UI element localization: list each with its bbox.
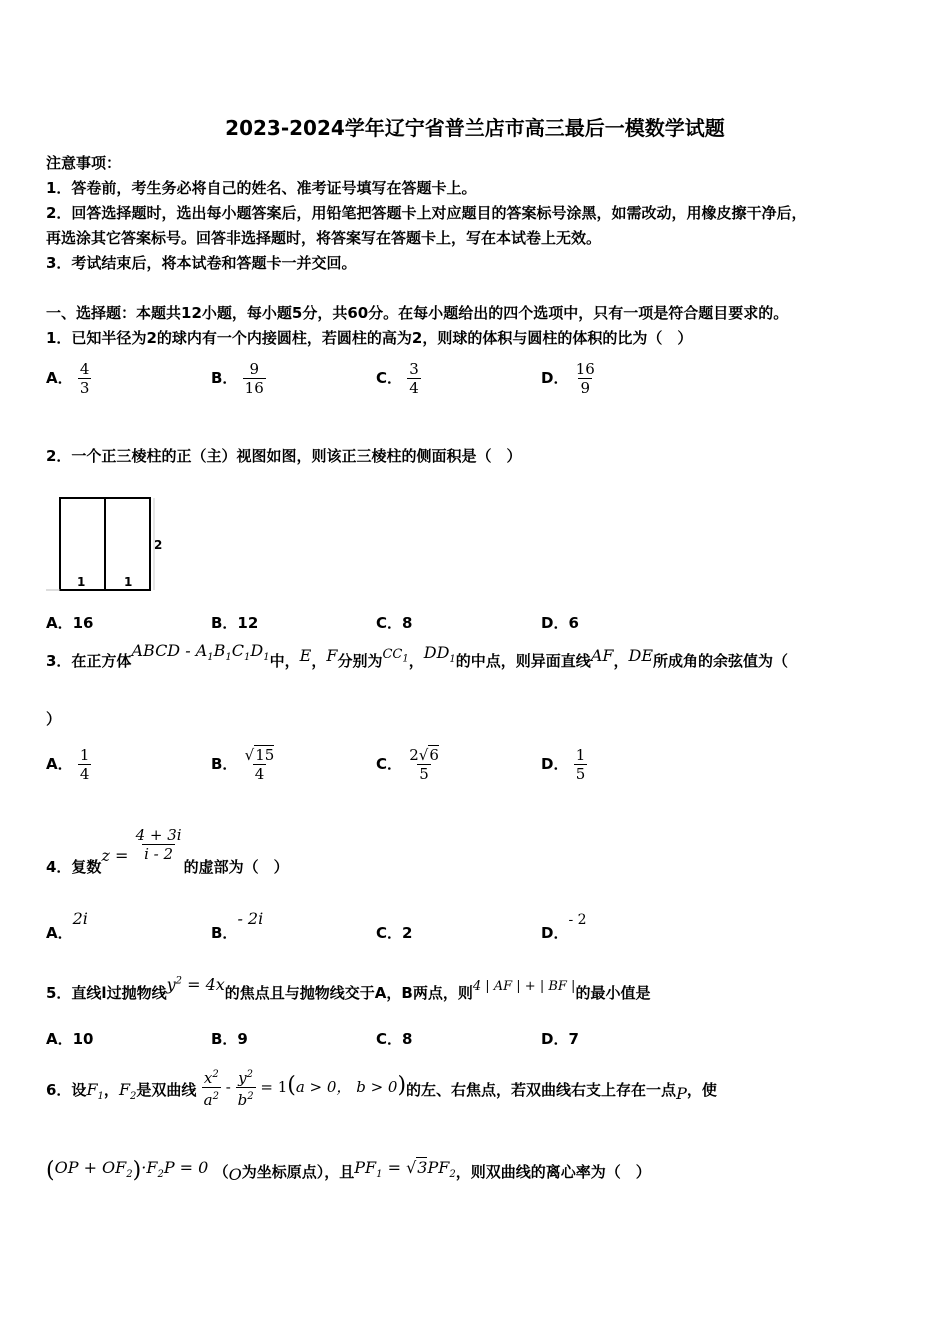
math: - 2i: [237, 909, 264, 928]
denominator: a: [203, 1091, 213, 1109]
section-heading: 一、选择题：本题共12小题，每小题5分，共60分。在每小题给出的四个选项中，只有一项是符合题目要求的。: [46, 304, 789, 322]
question-1-option-a[interactable]: [46, 360, 91, 397]
coefficient: 2: [409, 746, 419, 764]
option-label: A．: [46, 755, 73, 773]
question-5-stem: [46, 975, 651, 1003]
subscript: 1: [449, 654, 456, 666]
option-label: A．: [46, 369, 73, 387]
question-1-stem: 1．已知半径为2的球内有一个内接圆柱，若圆柱的高为2，则球的体积与圆柱的体积的比为（ ）: [46, 329, 693, 347]
denominator: 4: [409, 379, 419, 397]
fraction: [243, 360, 266, 397]
question-2-option-c[interactable]: C．8: [376, 614, 413, 632]
stem-text: 5．直线l过抛物线: [46, 984, 167, 1002]
question-6-stem-cont: $(OP + OF_2)\cdot F_2P = 0$ （O为坐标原点），且$PF_1 = √3PF_2$，则双曲线的离心率为（ ）: [46, 1158, 651, 1184]
numerator: 1: [575, 746, 586, 764]
fraction: [407, 360, 421, 397]
stem-text: ，: [103, 1081, 119, 1099]
numerator: 3: [409, 360, 419, 378]
math-f: F: [326, 646, 338, 665]
denominator: i - 2: [144, 845, 174, 863]
notice-heading: 注意事项：: [46, 154, 122, 172]
math: 2i: [72, 909, 88, 928]
option-label: B．: [211, 369, 238, 387]
question-5-option-c[interactable]: C．8: [376, 1030, 413, 1048]
math-af: AF: [590, 646, 614, 665]
numerator: x: [203, 1069, 213, 1087]
math: - 2: [568, 912, 587, 928]
question-2-option-d[interactable]: D．6: [541, 614, 579, 632]
fraction: [202, 1066, 221, 1109]
option-label: D．: [541, 924, 569, 942]
stem-text: ，则双曲线的离心率为（ ）: [455, 1163, 651, 1181]
question-4-stem: [46, 826, 289, 876]
question-3-option-a[interactable]: [46, 746, 91, 783]
fraction: $\frac{2√6}{5}$: [409, 746, 439, 783]
figure-label-left: 1: [77, 575, 86, 589]
math-dd1: [423, 643, 456, 666]
stem-text: 的焦点且与抛物线交于A，B两点，则: [224, 984, 473, 1002]
notice-item-1: 1．答卷前，考生务必将自己的姓名、准考证号填写在答题卡上。: [46, 179, 477, 197]
front-view-figure: [44, 490, 174, 595]
math: C: [231, 641, 245, 660]
stem-text: 分别为: [337, 652, 383, 670]
page-title: 2023-2024学年辽宁省普兰店市高三最后一模数学试题: [225, 116, 725, 140]
denominator: 4: [79, 765, 90, 783]
fraction: [574, 360, 597, 397]
superscript: 2: [212, 1091, 219, 1102]
math-p: P: [676, 1084, 687, 1103]
stem-text: 的虚部为（ ）: [183, 858, 289, 876]
question-6-stem: 6．设$F_1$，$F_2$是双曲线 $\frac{x^2}{a^2}$ - $\frac{y^2}{b^2}$ = 1(a > 0， b > 0)的左、右焦点，若双曲线右支上存在一点P，使: [46, 1066, 717, 1109]
question-2-stem: 2．一个正三棱柱的正（主）视图如图，则该正三棱柱的侧面积是（ ）: [46, 447, 522, 465]
superscript: 2: [212, 1069, 219, 1080]
math-f2: [118, 1080, 137, 1103]
stem-text: 4．复数: [46, 858, 102, 876]
subscript: 1: [402, 653, 409, 665]
subscript: 2: [130, 1091, 137, 1103]
option-label: D．: [541, 369, 569, 387]
denominator: 5: [419, 765, 429, 783]
question-3-option-d[interactable]: [541, 746, 587, 783]
math: P = 0: [163, 1158, 209, 1177]
math: B: [213, 641, 226, 660]
option-label: D．: [541, 755, 569, 773]
stem-text: 中，: [269, 652, 300, 670]
denominator: 4: [254, 765, 265, 783]
subscript: 1: [225, 652, 232, 664]
question-2-option-a[interactable]: A．16: [46, 614, 94, 632]
superscript: 2: [175, 975, 183, 987]
stem-text: 3．在正方体: [46, 652, 132, 670]
math: F: [86, 1080, 98, 1099]
question-3-option-c[interactable]: [376, 746, 441, 783]
stem-text: 为坐标原点），且: [241, 1163, 355, 1181]
option-label: C．: [376, 755, 403, 773]
stem-text: ，: [408, 652, 424, 670]
subscript: 1: [244, 652, 251, 664]
math-distance-relation: $PF_1 = √3PF_2$: [354, 1158, 456, 1181]
denominator: 16: [244, 379, 264, 397]
math-de: DE: [628, 646, 653, 665]
math: PF: [427, 1158, 450, 1177]
math: = 4x: [182, 975, 225, 994]
superscript: 2: [247, 1091, 254, 1102]
option-label: B．: [211, 924, 238, 942]
math: ·F: [141, 1158, 158, 1177]
math-cc1: [382, 647, 409, 665]
math-vector-sum: [54, 1158, 133, 1181]
figure-label-right: 1: [124, 575, 133, 589]
question-4-option-d[interactable]: [541, 908, 587, 942]
stem-text: 的最小值是: [575, 984, 651, 1002]
subscript: 1: [207, 652, 214, 664]
question-4-option-b[interactable]: [211, 908, 264, 942]
numerator: y: [238, 1069, 247, 1087]
fraction: [78, 360, 92, 397]
option-label: C．: [376, 924, 403, 942]
math: CC: [382, 647, 403, 662]
math: D: [250, 641, 264, 660]
subscript: 2: [157, 1169, 164, 1181]
question-5-option-d[interactable]: D．7: [541, 1030, 579, 1048]
stem-text: ，: [311, 652, 327, 670]
numerator: 4 + 3i: [135, 826, 182, 844]
question-3-option-b[interactable]: [211, 746, 276, 783]
fraction: [236, 1066, 256, 1109]
fraction: [574, 746, 588, 783]
question-5-option-b[interactable]: B．9: [211, 1030, 248, 1048]
math: OP + OF: [54, 1158, 127, 1177]
math: -: [221, 1078, 236, 1096]
math-expression: 4 | AF | + | BF |: [472, 979, 576, 994]
figure-label-height: 2: [154, 538, 163, 552]
stem-text: ，使: [686, 1081, 717, 1099]
subscript: 2: [126, 1169, 133, 1181]
denominator: b: [237, 1091, 248, 1109]
math: = 1: [255, 1078, 288, 1096]
stem-text: 的左、右焦点，若双曲线右支上存在一点: [406, 1081, 677, 1099]
question-5-option-a[interactable]: A．10: [46, 1030, 94, 1048]
notice-item-3: 3．考试结束后，将本试卷和答题卡一并交回。: [46, 254, 357, 272]
question-3-close-paren: ）: [46, 710, 62, 728]
radicand: 6: [429, 746, 439, 764]
math-parabola: [167, 975, 225, 994]
question-2-option-b[interactable]: B．12: [211, 614, 259, 632]
radicand: 15: [255, 746, 275, 764]
math: y: [166, 975, 176, 994]
denominator: 3: [79, 379, 90, 397]
stem-text: （: [213, 1163, 229, 1181]
math-dot-product: [141, 1158, 209, 1181]
question-3-stem: [46, 641, 789, 673]
question-1-option-c[interactable]: [376, 360, 421, 397]
math: A: [195, 641, 208, 660]
math-o: O: [228, 1165, 242, 1184]
stem-text: 所成角的余弦值为（: [653, 652, 789, 670]
superscript: 2: [246, 1069, 254, 1080]
denominator: 9: [580, 379, 590, 397]
numerator: 1: [79, 746, 90, 764]
subscript: 1: [376, 1169, 383, 1181]
option-value: 2: [402, 924, 413, 942]
notice-item-2a: 2．回答选择题时，选出每小题答案后，用铅笔把答题卡上对应题目的答案标号涂黑，如需改动，用橡皮擦干净后，: [46, 204, 807, 222]
subscript: 2: [449, 1169, 456, 1181]
math: ABCD -: [131, 641, 196, 660]
notice-item-2b: 再选涂其它答案标号。回答非选择题时，将答案写在答题卡上，写在本试卷上无效。: [46, 229, 602, 247]
math-e: E: [299, 646, 312, 665]
math-f1: [86, 1080, 104, 1103]
option-label: C．: [376, 369, 403, 387]
fraction: [78, 746, 92, 783]
math: F: [118, 1080, 131, 1099]
numerator: 4: [79, 360, 90, 378]
math-z: z =: [101, 846, 129, 865]
numerator: 9: [249, 360, 259, 378]
subscript: 1: [263, 652, 270, 664]
math: PF: [354, 1158, 377, 1177]
fraction: [134, 826, 184, 863]
question-4-option-c[interactable]: [376, 922, 412, 943]
stem-text: 6．设: [46, 1081, 87, 1099]
stem-text: 的中点，则异面直线: [455, 652, 591, 670]
denominator: 5: [575, 765, 586, 783]
fraction: $\frac{√15}{4}$: [244, 746, 275, 783]
question-1-option-b[interactable]: [211, 360, 266, 397]
math-cube: [131, 641, 270, 664]
numerator: 16: [575, 360, 595, 378]
stem-text: 是双曲线: [136, 1081, 197, 1099]
math: =: [382, 1158, 407, 1177]
subscript: 1: [97, 1091, 104, 1103]
question-1-option-d[interactable]: [541, 360, 597, 397]
question-4-option-a[interactable]: [46, 908, 88, 942]
math-condition: a > 0， b > 0: [295, 1078, 398, 1096]
radicand: 3: [417, 1158, 428, 1177]
math: DD: [423, 643, 450, 662]
option-label: B．: [211, 755, 238, 773]
option-label: A．: [46, 924, 73, 942]
stem-text: ，: [613, 652, 629, 670]
